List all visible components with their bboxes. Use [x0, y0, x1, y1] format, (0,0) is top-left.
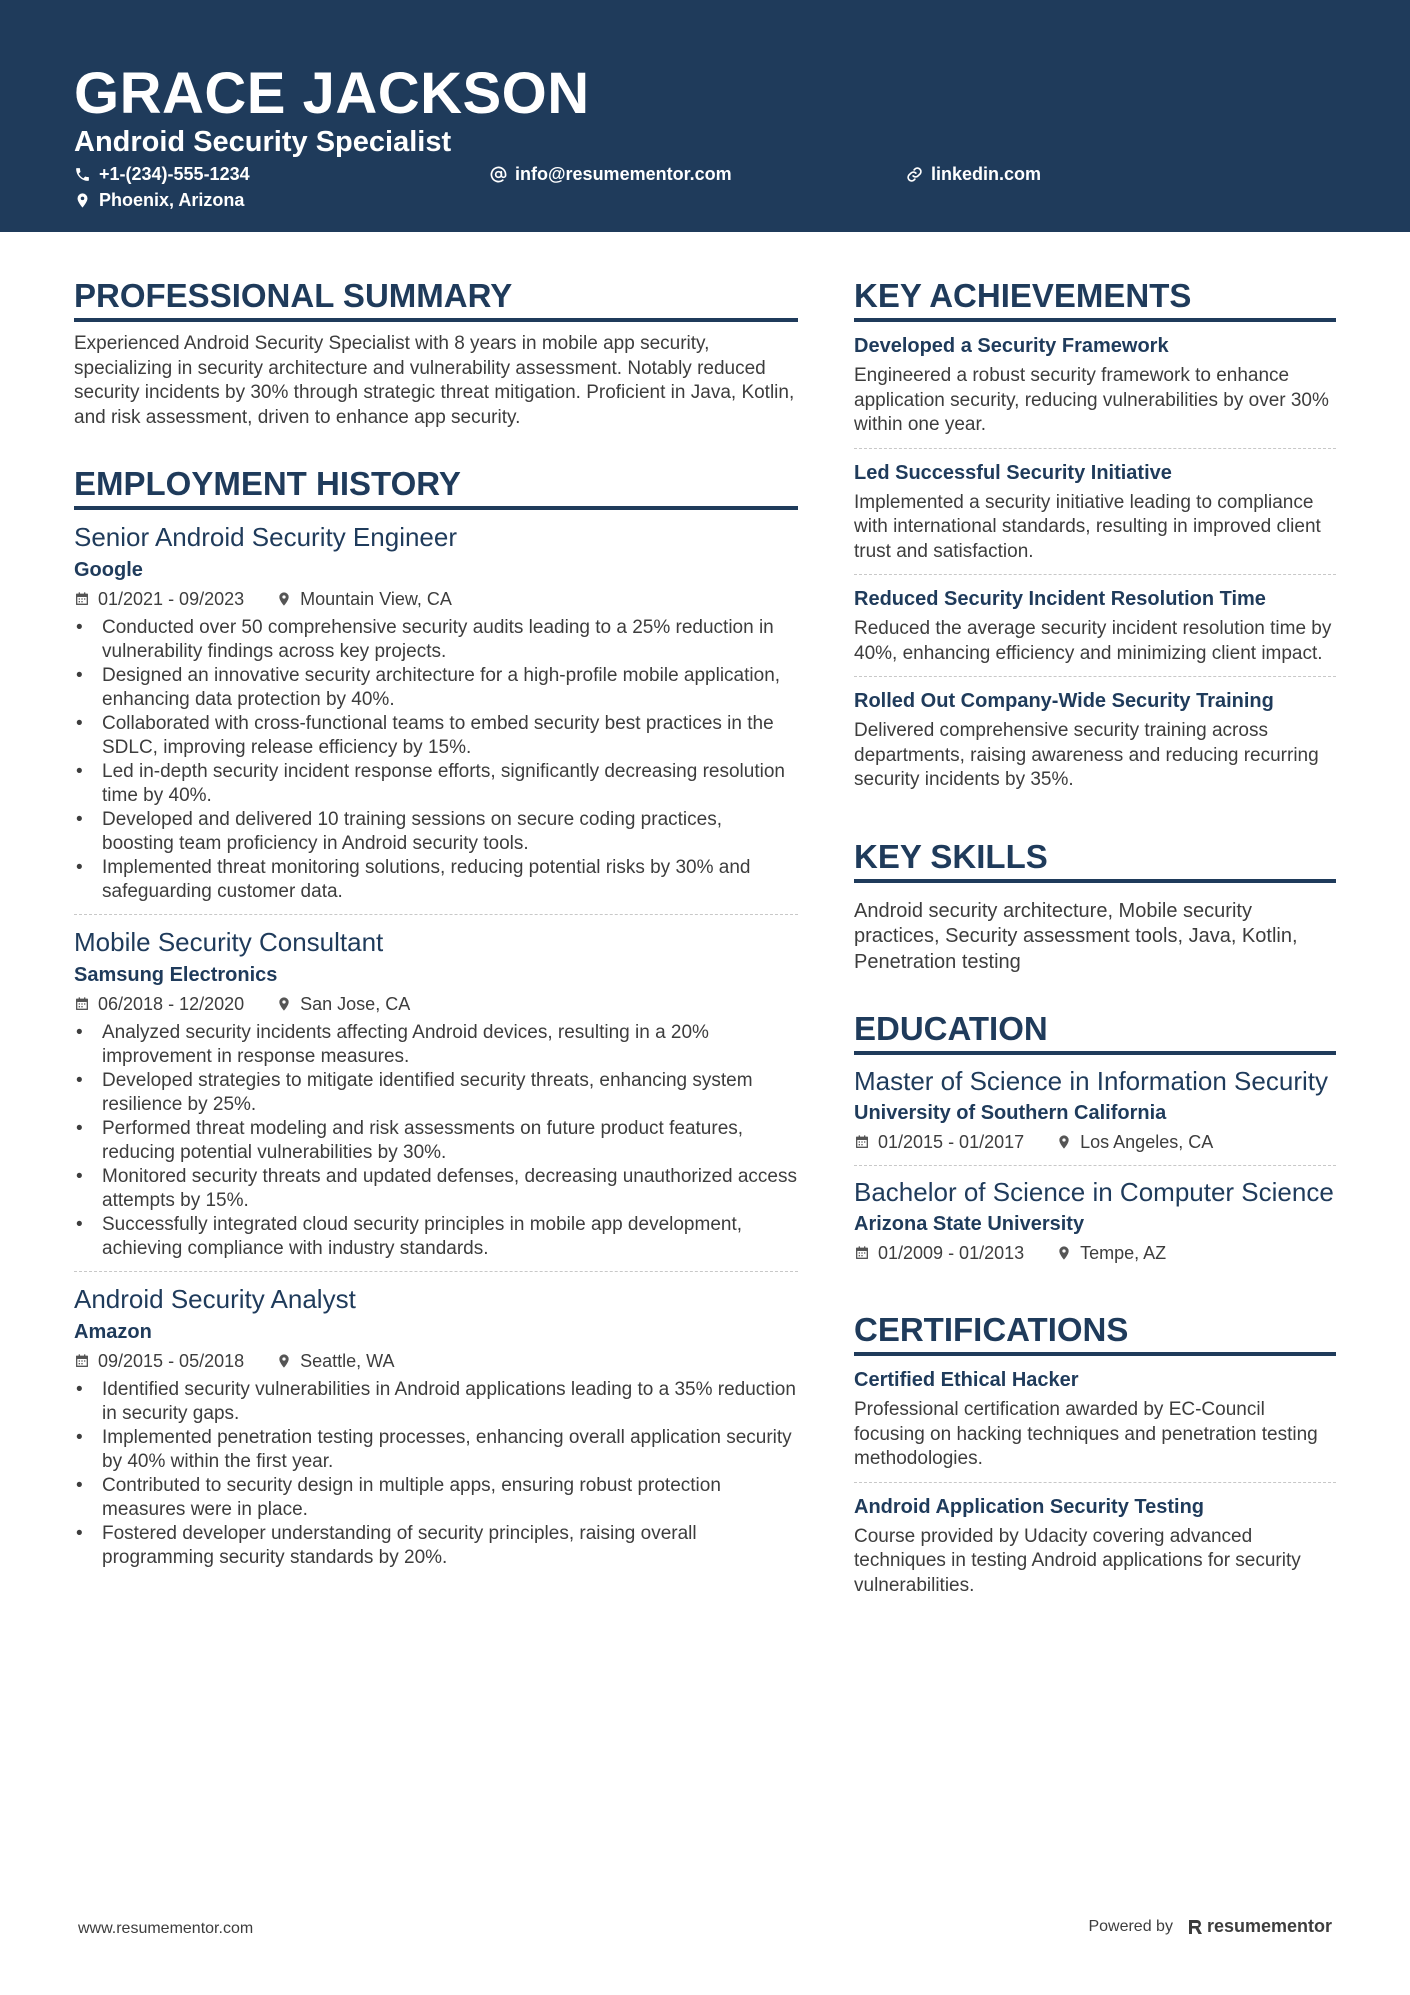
- section-heading: KEY ACHIEVEMENTS: [854, 276, 1336, 322]
- job-dates: 09/2015 - 05/2018: [98, 1351, 245, 1371]
- achievement-title: Reduced Security Incident Resolution Time: [854, 588, 1266, 610]
- list-item: • Designed an innovative security architecture for a high-profile mobile application, enhancing data protection by 40%.: [74, 664, 798, 712]
- list-item: • Analyzed security incidents affecting Android devices, resulting in a 20% improvement in response measures.: [74, 1021, 798, 1069]
- section-heading: KEY SKILLS: [854, 837, 1336, 883]
- education-entry: [854, 1055, 1336, 1166]
- link-icon: [906, 166, 923, 183]
- achievement-title: Developed a Security Framework: [854, 335, 1169, 357]
- certification-entry: [854, 1483, 1336, 1609]
- list-item: • Monitored security threats and updated defenses, decreasing unauthorized access attempts by 15%.: [74, 1165, 798, 1213]
- achievement-title: Led Successful Security Initiative: [854, 461, 1172, 484]
- achievement-entry: [854, 322, 1336, 449]
- achievement-entry: [854, 575, 1336, 677]
- contact-phone[interactable]: [74, 162, 250, 186]
- list-item: • Successfully integrated cloud security principles in mobile app development, achieving compliance with industry standards.: [74, 1213, 798, 1261]
- candidate-name: GRACE JACKSON: [74, 61, 590, 126]
- list-item: • Led in-depth security incident response efforts, significantly decreasing resolution time by 40%.: [74, 760, 798, 808]
- list-item: • Developed strategies to mitigate identified security threats, enhancing system resilience by 25%.: [74, 1069, 798, 1117]
- map-pin-icon: [276, 1353, 292, 1369]
- powered-by-label: Powered by: [1088, 1917, 1173, 1935]
- achievement-text: Engineered a robust security framework to enhance application security, reducing vulnerabilities by over 30% within one year.: [854, 365, 1329, 435]
- calendar-icon: [74, 996, 90, 1012]
- education-meta: [854, 1129, 1336, 1155]
- job-bullets: [74, 1378, 798, 1570]
- job-meta: [74, 1348, 798, 1374]
- email-text: info@resumementor.com: [515, 164, 732, 184]
- right-column: [854, 276, 1336, 1642]
- footer-website[interactable]: www.resumementor.com: [78, 1920, 254, 1937]
- education-location: Tempe, AZ: [1080, 1243, 1167, 1263]
- linkedin-text: linkedin.com: [931, 164, 1042, 184]
- calendar-icon: [74, 591, 90, 607]
- education-section: [854, 1009, 1336, 1276]
- achievement-title: Rolled Out Company-Wide Security Training: [854, 690, 1274, 712]
- job-location: Mountain View, CA: [300, 589, 452, 609]
- contact-email[interactable]: [490, 162, 732, 186]
- job-title: Senior Android Security Engineer: [74, 522, 458, 552]
- skills-section: [854, 837, 1336, 976]
- certification-title: Android Application Security Testing: [854, 1495, 1205, 1518]
- education-entry: [854, 1166, 1336, 1276]
- list-item: • Conducted over 50 comprehensive security audits leading to a 25% reduction in vulnerability findings across key projects.: [74, 616, 798, 664]
- achievement-text: Implemented a security initiative leading to compliance with international standards, resulting in improved client trust and satisfaction.: [854, 491, 1321, 562]
- certification-title: Certified Ethical Hacker: [854, 1369, 1079, 1391]
- list-item: • Implemented threat monitoring solutions, reducing potential risks by 30% and safeguarding customer data.: [74, 856, 798, 904]
- degree-title: Bachelor of Science in Computer Science: [854, 1177, 1334, 1207]
- section-heading: EMPLOYMENT HISTORY: [74, 464, 798, 510]
- list-item: • Identified security vulnerabilities in Android applications leading to a 35% reduction in security gaps.: [74, 1378, 798, 1426]
- job-location: San Jose, CA: [300, 994, 411, 1014]
- list-item: • Fostered developer understanding of security principles, raising overall programming security standards by 20%.: [74, 1522, 798, 1570]
- achievements-section: [854, 276, 1336, 803]
- summary-section: [74, 276, 798, 430]
- achievement-text: Reduced the average security incident resolution time by 40%, enhancing efficiency and minimizing client impact.: [854, 618, 1332, 664]
- location-text: Phoenix, Arizona: [99, 190, 245, 210]
- map-pin-icon: [74, 192, 91, 209]
- list-item: • Collaborated with cross-functional teams to embed security best practices in the SDLC, improving release efficiency by 15%.: [74, 712, 798, 760]
- left-column: [74, 276, 798, 1614]
- certification-text: Course provided by Udacity covering advanced techniques in testing Android applications for security vulnerabilities.: [854, 1525, 1301, 1596]
- list-item: • Developed and delivered 10 training sessions on secure coding practices, boosting team proficiency in Android security tools.: [74, 808, 798, 856]
- job-company: Google: [74, 559, 143, 581]
- job-entry: [74, 915, 798, 1272]
- achievement-entry: [854, 677, 1336, 803]
- brand-name: resumementor: [1206, 1916, 1332, 1936]
- list-item: • Implemented penetration testing processes, enhancing overall application security by 40% within the first year.: [74, 1426, 798, 1474]
- section-heading: EDUCATION: [854, 1009, 1336, 1055]
- job-entry: [74, 510, 798, 915]
- resumementor-logo-icon: [1187, 1918, 1203, 1936]
- job-company: Amazon: [74, 1321, 152, 1343]
- education-location: Los Angeles, CA: [1080, 1132, 1214, 1152]
- skills-text: Android security architecture, Mobile security practices, Security assessment tools, Java, Kotlin, Penetration testing: [854, 899, 1298, 973]
- job-entry: [74, 1272, 798, 1580]
- contact-linkedin[interactable]: [906, 162, 1041, 186]
- certifications-section: [854, 1310, 1336, 1608]
- achievement-text: Delivered comprehensive security training across departments, raising awareness and reducing recurring security incidents by 35%.: [854, 720, 1319, 790]
- phone-icon: [74, 166, 91, 183]
- map-pin-icon: [276, 591, 292, 607]
- list-item: • Performed threat modeling and risk assessments on future product features, reducing potential vulnerabilities by 30%.: [74, 1117, 798, 1165]
- employment-section: [74, 464, 798, 1580]
- education-meta: [854, 1240, 1336, 1266]
- calendar-icon: [854, 1134, 870, 1150]
- job-bullets: [74, 1021, 798, 1261]
- school-name: Arizona State University: [854, 1213, 1085, 1235]
- summary-text: Experienced Android Security Specialist with 8 years in mobile app security, specializing in security architecture and vulnerability assessment. Notably reduced security incidents by 30% through strategic threat mitigation. Proficient in Java, Kotlin, and risk assessment, driven to enhance app security.: [74, 333, 795, 428]
- phone-text: +1-(234)-555-1234: [99, 164, 250, 184]
- job-title: Android Security Analyst: [74, 1284, 356, 1314]
- candidate-title: Android Security Specialist: [74, 126, 452, 158]
- job-bullets: [74, 616, 798, 904]
- school-name: University of Southern California: [854, 1102, 1167, 1124]
- achievement-entry: [854, 449, 1336, 576]
- list-item: • Contributed to security design in multiple apps, ensuring robust protection measures were in place.: [74, 1474, 798, 1522]
- map-pin-icon: [276, 996, 292, 1012]
- job-location: Seattle, WA: [300, 1351, 395, 1371]
- education-dates: 01/2015 - 01/2017: [878, 1132, 1025, 1152]
- brand-logo[interactable]: [1187, 1916, 1332, 1937]
- section-heading: CERTIFICATIONS: [854, 1310, 1336, 1356]
- at-sign-icon: [490, 166, 507, 183]
- education-dates: 01/2009 - 01/2013: [878, 1243, 1025, 1263]
- job-dates: 06/2018 - 12/2020: [98, 994, 245, 1014]
- job-meta: [74, 586, 798, 612]
- map-pin-icon: [1056, 1134, 1072, 1150]
- job-dates: 01/2021 - 09/2023: [98, 589, 245, 609]
- certification-entry: [854, 1356, 1336, 1483]
- job-meta: [74, 991, 798, 1017]
- calendar-icon: [74, 1353, 90, 1369]
- section-heading: PROFESSIONAL SUMMARY: [74, 276, 798, 322]
- job-title: Mobile Security Consultant: [74, 927, 384, 957]
- certification-text: Professional certification awarded by EC-Council focusing on hacking techniques and penetration testing methodologies.: [854, 1399, 1318, 1469]
- footer-branding: [1088, 1916, 1332, 1937]
- resume-header: [0, 0, 1410, 232]
- calendar-icon: [854, 1245, 870, 1261]
- degree-title: Master of Science in Information Security: [854, 1066, 1328, 1096]
- map-pin-icon: [1056, 1245, 1072, 1261]
- job-company: Samsung Electronics: [74, 964, 278, 986]
- contact-location: [74, 188, 244, 212]
